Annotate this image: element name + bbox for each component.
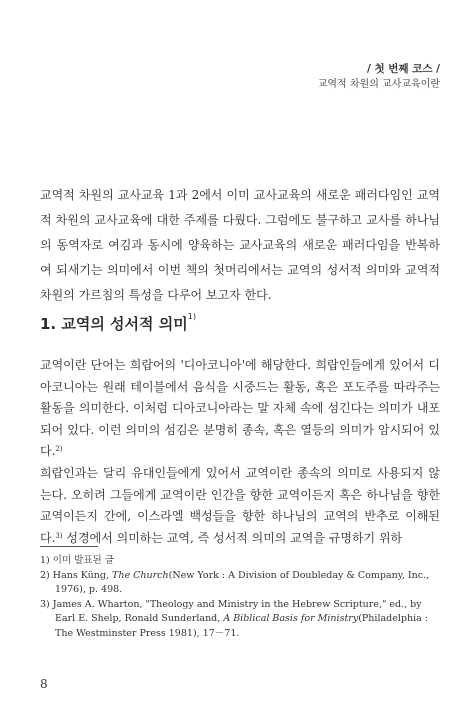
body-text [40, 355, 440, 549]
footnote-book-title: The Church [112, 569, 169, 581]
running-head-chapter: 교역적 차원의 교사교육이란 [317, 79, 440, 90]
footnote-text: James A. Wharton, "Theology and Ministry in the Hebrew Scripture," ed., by Earl E. Shelp, Ronald Sunderland, [52, 598, 422, 624]
running-head-course: / 첫 번째 코스 / [366, 63, 440, 75]
footnote-number: 2) [40, 569, 50, 581]
body-paragraph-2 [40, 463, 440, 549]
footnotes [40, 554, 440, 641]
footnote-text: (Philadelphia : The Westminster Press 1981), 17－71. [55, 613, 429, 639]
footnote-ref-3: 3) [55, 531, 63, 540]
footnote-number: 1) [40, 555, 50, 566]
page-number: 8 [40, 677, 48, 691]
footnote-divider [40, 546, 98, 547]
footnote-ref-2: 2) [55, 445, 63, 454]
body-paragraph-2-text-a: 희랍인과는 달리 유대인들에게 있어서 교역이란 종속의 의미로 사용되지 않는다. 오히려 그들에게 교역이란 인간을 향한 교역이든지 혹은 하나님을 향한 교역이든지 간에, 이스라엘 백성들을 향한 하나님의 교역의 반추로 이해된다. [40, 465, 440, 545]
footnote-3 [40, 598, 440, 642]
footnote-text: Hans Küng, [52, 569, 113, 581]
running-head [318, 62, 440, 92]
footnote-text: 이미 발표된 글 [52, 555, 114, 566]
footnote-book-title: A Biblical Basis for Ministry [223, 613, 359, 624]
body-paragraph-1 [40, 355, 440, 463]
footnote-ref-1: 1) [187, 312, 196, 321]
footnote-2 [40, 569, 440, 598]
footnote-1 [40, 554, 440, 569]
body-paragraph-2-text-b: 성경에서 의미하는 교역, 즉 성서적 의미의 교역을 규명하기 위하 [62, 530, 403, 545]
section-heading [40, 313, 196, 334]
section-title: 1. 교역의 성서적 의미 [40, 315, 188, 333]
footnote-number: 3) [40, 598, 50, 610]
footnote-text: (New York : A Division of Doubleday & Company, Inc., 1976), p. 498. [55, 569, 430, 595]
body-paragraph-1-text: 교역이란 단어는 희랍어의 '디아코니아'에 해당한다. 희랍인들에게 있어서 디아코니아는 원래 테이블에서 음식을 시중드는 활동, 혹은 포도주를 따라주는 활동을 의미한다. 이처럼 디아코니아라는 말 자체 속에 섬긴다는 의미가 내포되어 있다. 이런 의미의 섬김은 분명히 종속, 혹은 열등의 의미가 암시되어 있다. [40, 358, 440, 459]
intro-paragraph: 교역적 차원의 교사교육 1과 2에서 이미 교사교육의 새로운 패러다임인 교역적 차원의 교사교육에 대한 주제를 다뤘다. 그럼에도 불구하고 교사를 하나님의 동역자로 여김과 동시에 양육하는 교사교육의 새로운 패러다임을 반복하여 되새기는 의미에서 이번 책의 첫머리에서는 교역의 성서적 의미와 교역적 차원의 가르침의 특성을 다루어 보고자 한다. [40, 188, 440, 302]
